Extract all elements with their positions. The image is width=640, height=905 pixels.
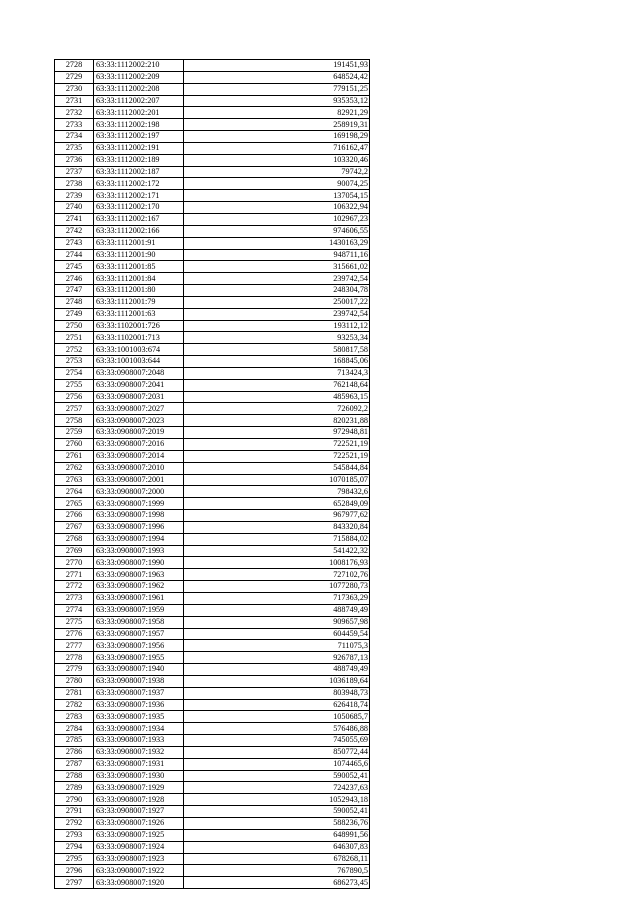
table-row bbox=[55, 166, 370, 178]
table-row bbox=[55, 853, 370, 865]
row-number: 2747 bbox=[55, 285, 94, 297]
table-row bbox=[55, 699, 370, 711]
cadastral-number: 63:33:0908007:1937 bbox=[94, 687, 184, 699]
cadastral-value: 90074,25 bbox=[184, 178, 370, 190]
cadastral-value: 909657,98 bbox=[184, 616, 370, 628]
cadastral-value: 79742,2 bbox=[184, 166, 370, 178]
cadastral-number: 63:33:0908007:1927 bbox=[94, 806, 184, 818]
table-row bbox=[55, 746, 370, 758]
row-number: 2782 bbox=[55, 699, 94, 711]
row-number: 2742 bbox=[55, 225, 94, 237]
row-number: 2754 bbox=[55, 367, 94, 379]
table-row bbox=[55, 782, 370, 794]
cadastral-number: 63:33:1112002:189 bbox=[94, 154, 184, 166]
cadastral-number: 63:33:1112002:171 bbox=[94, 190, 184, 202]
table-row bbox=[55, 344, 370, 356]
cadastral-value: 686273,45 bbox=[184, 877, 370, 889]
cadastral-number: 63:33:1112001:84 bbox=[94, 273, 184, 285]
table-row bbox=[55, 510, 370, 522]
cadastral-number: 63:33:0908007:1924 bbox=[94, 841, 184, 853]
row-number: 2781 bbox=[55, 687, 94, 699]
row-number: 2768 bbox=[55, 533, 94, 545]
row-number: 2771 bbox=[55, 569, 94, 581]
cadastral-value: 843320,84 bbox=[184, 521, 370, 533]
cadastral-value: 604459,54 bbox=[184, 628, 370, 640]
cadastral-number: 63:33:1112002:191 bbox=[94, 142, 184, 154]
table-row bbox=[55, 581, 370, 593]
cadastral-value: 169198,29 bbox=[184, 131, 370, 143]
table-row bbox=[55, 225, 370, 237]
cadastral-number: 63:33:0908007:1920 bbox=[94, 877, 184, 889]
cadastral-value: 315661,02 bbox=[184, 261, 370, 273]
table-row bbox=[55, 841, 370, 853]
row-number: 2745 bbox=[55, 261, 94, 273]
cadastral-number: 63:33:0908007:2014 bbox=[94, 450, 184, 462]
row-number: 2746 bbox=[55, 273, 94, 285]
cadastral-value: 850772,44 bbox=[184, 746, 370, 758]
row-number: 2784 bbox=[55, 723, 94, 735]
table-row bbox=[55, 190, 370, 202]
cadastral-number: 63:33:0908007:2031 bbox=[94, 391, 184, 403]
cadastral-value: 798432,6 bbox=[184, 486, 370, 498]
table-row bbox=[55, 83, 370, 95]
cadastral-number: 63:33:0908007:1958 bbox=[94, 616, 184, 628]
cadastral-value: 248304,78 bbox=[184, 285, 370, 297]
row-number: 2741 bbox=[55, 213, 94, 225]
cadastral-value: 580817,58 bbox=[184, 344, 370, 356]
row-number: 2755 bbox=[55, 379, 94, 391]
table-row bbox=[55, 415, 370, 427]
table-row bbox=[55, 202, 370, 214]
cadastral-value: 1077280,73 bbox=[184, 581, 370, 593]
table-row bbox=[55, 95, 370, 107]
row-number: 2796 bbox=[55, 865, 94, 877]
row-number: 2752 bbox=[55, 344, 94, 356]
table-row bbox=[55, 604, 370, 616]
cadastral-value: 106322,94 bbox=[184, 202, 370, 214]
row-number: 2764 bbox=[55, 486, 94, 498]
row-number: 2739 bbox=[55, 190, 94, 202]
table-row bbox=[55, 261, 370, 273]
table-row bbox=[55, 439, 370, 451]
table-row bbox=[55, 427, 370, 439]
cadastral-number: 63:33:0908007:1926 bbox=[94, 818, 184, 830]
row-number: 2748 bbox=[55, 296, 94, 308]
row-number: 2788 bbox=[55, 770, 94, 782]
table-row bbox=[55, 296, 370, 308]
cadastral-value: 762148,64 bbox=[184, 379, 370, 391]
row-number: 2744 bbox=[55, 249, 94, 261]
row-number: 2789 bbox=[55, 782, 94, 794]
cadastral-value: 239742,54 bbox=[184, 273, 370, 285]
cadastral-number: 63:33:0908007:1928 bbox=[94, 794, 184, 806]
row-number: 2763 bbox=[55, 474, 94, 486]
cadastral-value: 648991,56 bbox=[184, 829, 370, 841]
table-row bbox=[55, 687, 370, 699]
table-row bbox=[55, 249, 370, 261]
cadastral-number: 63:33:1112001:63 bbox=[94, 308, 184, 320]
cadastral-value: 93253,34 bbox=[184, 332, 370, 344]
table-row bbox=[55, 664, 370, 676]
cadastral-value: 711075,3 bbox=[184, 640, 370, 652]
table-row bbox=[55, 332, 370, 344]
cadastral-number: 63:33:1112002:209 bbox=[94, 71, 184, 83]
cadastral-number: 63:33:1001003:644 bbox=[94, 356, 184, 368]
cadastral-value: 590052,41 bbox=[184, 806, 370, 818]
cadastral-number: 63:33:1112002:201 bbox=[94, 107, 184, 119]
cadastral-value: 678268,11 bbox=[184, 853, 370, 865]
cadastral-number: 63:33:0908007:1993 bbox=[94, 545, 184, 557]
row-number: 2779 bbox=[55, 664, 94, 676]
table-row bbox=[55, 735, 370, 747]
cadastral-number: 63:33:1112001:79 bbox=[94, 296, 184, 308]
table-row bbox=[55, 273, 370, 285]
row-number: 2791 bbox=[55, 806, 94, 818]
cadastral-number: 63:33:0908007:1959 bbox=[94, 604, 184, 616]
cadastral-number: 63:33:1112002:167 bbox=[94, 213, 184, 225]
cadastral-number: 63:33:0908007:1962 bbox=[94, 581, 184, 593]
cadastral-number: 63:33:1112002:197 bbox=[94, 131, 184, 143]
cadastral-number: 63:33:0908007:1923 bbox=[94, 853, 184, 865]
cadastral-number: 63:33:1112001:80 bbox=[94, 285, 184, 297]
table-row bbox=[55, 770, 370, 782]
row-number: 2729 bbox=[55, 71, 94, 83]
cadastral-value: 726092,2 bbox=[184, 403, 370, 415]
cadastral-number: 63:33:0908007:1955 bbox=[94, 652, 184, 664]
cadastral-value: 646307,83 bbox=[184, 841, 370, 853]
cadastral-value: 193112,12 bbox=[184, 320, 370, 332]
cadastral-number: 63:33:0908007:1929 bbox=[94, 782, 184, 794]
row-number: 2776 bbox=[55, 628, 94, 640]
row-number: 2797 bbox=[55, 877, 94, 889]
table-row bbox=[55, 640, 370, 652]
cadastral-value: 488749,49 bbox=[184, 664, 370, 676]
table-row bbox=[55, 450, 370, 462]
cadastral-value: 1430163,29 bbox=[184, 237, 370, 249]
row-number: 2750 bbox=[55, 320, 94, 332]
cadastral-value: 967977,62 bbox=[184, 510, 370, 522]
table-row bbox=[55, 285, 370, 297]
row-number: 2759 bbox=[55, 427, 94, 439]
cadastral-value: 82921,29 bbox=[184, 107, 370, 119]
row-number: 2740 bbox=[55, 202, 94, 214]
table-row bbox=[55, 142, 370, 154]
row-number: 2734 bbox=[55, 131, 94, 143]
row-number: 2785 bbox=[55, 735, 94, 747]
cadastral-value: 1070185,07 bbox=[184, 474, 370, 486]
cadastral-value: 588236,76 bbox=[184, 818, 370, 830]
cadastral-number: 63:33:1112002:198 bbox=[94, 119, 184, 131]
cadastral-value: 652849,09 bbox=[184, 498, 370, 510]
table-row bbox=[55, 557, 370, 569]
row-number: 2772 bbox=[55, 581, 94, 593]
table-row bbox=[55, 474, 370, 486]
table-row bbox=[55, 521, 370, 533]
row-number: 2736 bbox=[55, 154, 94, 166]
cadastral-number: 63:33:0908007:1963 bbox=[94, 569, 184, 581]
row-number: 2775 bbox=[55, 616, 94, 628]
cadastral-number: 63:33:0908007:2000 bbox=[94, 486, 184, 498]
row-number: 2795 bbox=[55, 853, 94, 865]
row-number: 2794 bbox=[55, 841, 94, 853]
row-number: 2793 bbox=[55, 829, 94, 841]
table-row bbox=[55, 533, 370, 545]
table-row bbox=[55, 592, 370, 604]
cadastral-number: 63:33:0908007:1956 bbox=[94, 640, 184, 652]
cadastral-number: 63:33:0908007:1990 bbox=[94, 557, 184, 569]
cadastral-number: 63:33:1001003:674 bbox=[94, 344, 184, 356]
cadastral-number: 63:33:0908007:1925 bbox=[94, 829, 184, 841]
cadastral-number: 63:33:0908007:2016 bbox=[94, 439, 184, 451]
cadastral-value: 250017,22 bbox=[184, 296, 370, 308]
table-row bbox=[55, 60, 370, 72]
row-number: 2735 bbox=[55, 142, 94, 154]
cadastral-value: 1036189,64 bbox=[184, 675, 370, 687]
cadastral-number: 63:33:1112002:208 bbox=[94, 83, 184, 95]
cadastral-number: 63:33:0908007:2023 bbox=[94, 415, 184, 427]
table-row bbox=[55, 806, 370, 818]
row-number: 2773 bbox=[55, 592, 94, 604]
cadastral-number: 63:33:0908007:1934 bbox=[94, 723, 184, 735]
table-row bbox=[55, 829, 370, 841]
row-number: 2733 bbox=[55, 119, 94, 131]
table-row bbox=[55, 628, 370, 640]
cadastral-value: 137054,15 bbox=[184, 190, 370, 202]
table-row bbox=[55, 131, 370, 143]
table-row bbox=[55, 877, 370, 889]
table-row bbox=[55, 107, 370, 119]
table-row bbox=[55, 711, 370, 723]
table-row bbox=[55, 569, 370, 581]
cadastral-value: 717363,29 bbox=[184, 592, 370, 604]
cadastral-value: 935353,12 bbox=[184, 95, 370, 107]
cadastral-value: 1050685,7 bbox=[184, 711, 370, 723]
table-row bbox=[55, 178, 370, 190]
table-row bbox=[55, 308, 370, 320]
table-row bbox=[55, 545, 370, 557]
cadastral-value: 626418,74 bbox=[184, 699, 370, 711]
cadastral-number: 63:33:0908007:1930 bbox=[94, 770, 184, 782]
cadastral-number: 63:33:0908007:1936 bbox=[94, 699, 184, 711]
cadastral-value: 715884,02 bbox=[184, 533, 370, 545]
table-row bbox=[55, 486, 370, 498]
table-row bbox=[55, 356, 370, 368]
cadastral-value: 191451,93 bbox=[184, 60, 370, 72]
row-number: 2760 bbox=[55, 439, 94, 451]
cadastral-number: 63:33:0908007:1933 bbox=[94, 735, 184, 747]
cadastral-number: 63:33:1112001:91 bbox=[94, 237, 184, 249]
row-number: 2787 bbox=[55, 758, 94, 770]
cadastral-value: 168845,06 bbox=[184, 356, 370, 368]
cadastral-number: 63:33:0908007:1957 bbox=[94, 628, 184, 640]
cadastral-number: 63:33:1112001:90 bbox=[94, 249, 184, 261]
cadastral-value: 767890,5 bbox=[184, 865, 370, 877]
cadastral-value: 1074465,6 bbox=[184, 758, 370, 770]
row-number: 2786 bbox=[55, 746, 94, 758]
cadastral-number: 63:33:0908007:1932 bbox=[94, 746, 184, 758]
cadastral-value: 713424,3 bbox=[184, 367, 370, 379]
table-row bbox=[55, 391, 370, 403]
cadastral-value: 258919,31 bbox=[184, 119, 370, 131]
row-number: 2728 bbox=[55, 60, 94, 72]
cadastral-number: 63:33:1102001:713 bbox=[94, 332, 184, 344]
cadastral-number: 63:33:0908007:2001 bbox=[94, 474, 184, 486]
row-number: 2765 bbox=[55, 498, 94, 510]
cadastral-value: 727102,76 bbox=[184, 569, 370, 581]
row-number: 2758 bbox=[55, 415, 94, 427]
table-row bbox=[55, 498, 370, 510]
row-number: 2780 bbox=[55, 675, 94, 687]
cadastral-value: 724237,63 bbox=[184, 782, 370, 794]
cadastral-value: 1008176,93 bbox=[184, 557, 370, 569]
row-number: 2756 bbox=[55, 391, 94, 403]
cadastral-value: 488749,49 bbox=[184, 604, 370, 616]
cadastral-value: 926787,13 bbox=[184, 652, 370, 664]
row-number: 2730 bbox=[55, 83, 94, 95]
cadastral-value: 485963,15 bbox=[184, 391, 370, 403]
cadastral-number: 63:33:1102001:726 bbox=[94, 320, 184, 332]
cadastral-number: 63:33:0908007:1996 bbox=[94, 521, 184, 533]
cadastral-value: 1052943,18 bbox=[184, 794, 370, 806]
table-row bbox=[55, 71, 370, 83]
table-row bbox=[55, 723, 370, 735]
table-row bbox=[55, 154, 370, 166]
cadastral-number: 63:33:1112002:166 bbox=[94, 225, 184, 237]
cadastral-number: 63:33:1112002:207 bbox=[94, 95, 184, 107]
table-row bbox=[55, 794, 370, 806]
row-number: 2762 bbox=[55, 462, 94, 474]
cadastral-number: 63:33:0908007:1938 bbox=[94, 675, 184, 687]
table-row bbox=[55, 237, 370, 249]
row-number: 2783 bbox=[55, 711, 94, 723]
row-number: 2777 bbox=[55, 640, 94, 652]
cadastral-value: 648524,42 bbox=[184, 71, 370, 83]
table-row bbox=[55, 403, 370, 415]
cadastral-value-table bbox=[54, 59, 370, 889]
cadastral-value: 102967,23 bbox=[184, 213, 370, 225]
row-number: 2766 bbox=[55, 510, 94, 522]
table-row bbox=[55, 379, 370, 391]
cadastral-number: 63:33:0908007:2041 bbox=[94, 379, 184, 391]
table-row bbox=[55, 119, 370, 131]
row-number: 2774 bbox=[55, 604, 94, 616]
table-row bbox=[55, 865, 370, 877]
table-row bbox=[55, 367, 370, 379]
cadastral-value: 803948,73 bbox=[184, 687, 370, 699]
cadastral-number: 63:33:0908007:2010 bbox=[94, 462, 184, 474]
cadastral-value: 974606,55 bbox=[184, 225, 370, 237]
row-number: 2751 bbox=[55, 332, 94, 344]
cadastral-number: 63:33:1112002:170 bbox=[94, 202, 184, 214]
cadastral-value: 820231,88 bbox=[184, 415, 370, 427]
row-number: 2753 bbox=[55, 356, 94, 368]
row-number: 2761 bbox=[55, 450, 94, 462]
table-row bbox=[55, 213, 370, 225]
cadastral-number: 63:33:1112002:172 bbox=[94, 178, 184, 190]
cadastral-number: 63:33:0908007:2048 bbox=[94, 367, 184, 379]
cadastral-value: 722521,19 bbox=[184, 439, 370, 451]
cadastral-number: 63:33:0908007:1998 bbox=[94, 510, 184, 522]
cadastral-value: 239742,54 bbox=[184, 308, 370, 320]
cadastral-number: 63:33:0908007:1940 bbox=[94, 664, 184, 676]
row-number: 2738 bbox=[55, 178, 94, 190]
row-number: 2757 bbox=[55, 403, 94, 415]
cadastral-value: 576486,88 bbox=[184, 723, 370, 735]
row-number: 2792 bbox=[55, 818, 94, 830]
row-number: 2767 bbox=[55, 521, 94, 533]
table-row bbox=[55, 616, 370, 628]
cadastral-value: 972948,81 bbox=[184, 427, 370, 439]
row-number: 2749 bbox=[55, 308, 94, 320]
row-number: 2778 bbox=[55, 652, 94, 664]
cadastral-value: 103320,46 bbox=[184, 154, 370, 166]
cadastral-value: 779151,25 bbox=[184, 83, 370, 95]
table-row bbox=[55, 675, 370, 687]
table-row bbox=[55, 462, 370, 474]
cadastral-number: 63:33:1112001:85 bbox=[94, 261, 184, 273]
cadastral-value: 948711,16 bbox=[184, 249, 370, 261]
cadastral-number: 63:33:0908007:2027 bbox=[94, 403, 184, 415]
cadastral-value: 541422,32 bbox=[184, 545, 370, 557]
row-number: 2790 bbox=[55, 794, 94, 806]
cadastral-value: 590052,41 bbox=[184, 770, 370, 782]
row-number: 2770 bbox=[55, 557, 94, 569]
cadastral-number: 63:33:0908007:1961 bbox=[94, 592, 184, 604]
row-number: 2737 bbox=[55, 166, 94, 178]
row-number: 2731 bbox=[55, 95, 94, 107]
table-row bbox=[55, 818, 370, 830]
cadastral-number: 63:33:0908007:1922 bbox=[94, 865, 184, 877]
table-row bbox=[55, 652, 370, 664]
cadastral-number: 63:33:0908007:1931 bbox=[94, 758, 184, 770]
row-number: 2732 bbox=[55, 107, 94, 119]
row-number: 2743 bbox=[55, 237, 94, 249]
table-row bbox=[55, 758, 370, 770]
cadastral-value: 745055,69 bbox=[184, 735, 370, 747]
cadastral-number: 63:33:1112002:210 bbox=[94, 60, 184, 72]
table-row bbox=[55, 320, 370, 332]
table-body bbox=[55, 60, 370, 889]
cadastral-number: 63:33:0908007:1994 bbox=[94, 533, 184, 545]
cadastral-number: 63:33:0908007:1935 bbox=[94, 711, 184, 723]
cadastral-value: 722521,19 bbox=[184, 450, 370, 462]
cadastral-number: 63:33:0908007:2019 bbox=[94, 427, 184, 439]
cadastral-number: 63:33:1112002:187 bbox=[94, 166, 184, 178]
cadastral-value: 545844,84 bbox=[184, 462, 370, 474]
cadastral-number: 63:33:0908007:1999 bbox=[94, 498, 184, 510]
row-number: 2769 bbox=[55, 545, 94, 557]
cadastral-value: 716162,47 bbox=[184, 142, 370, 154]
